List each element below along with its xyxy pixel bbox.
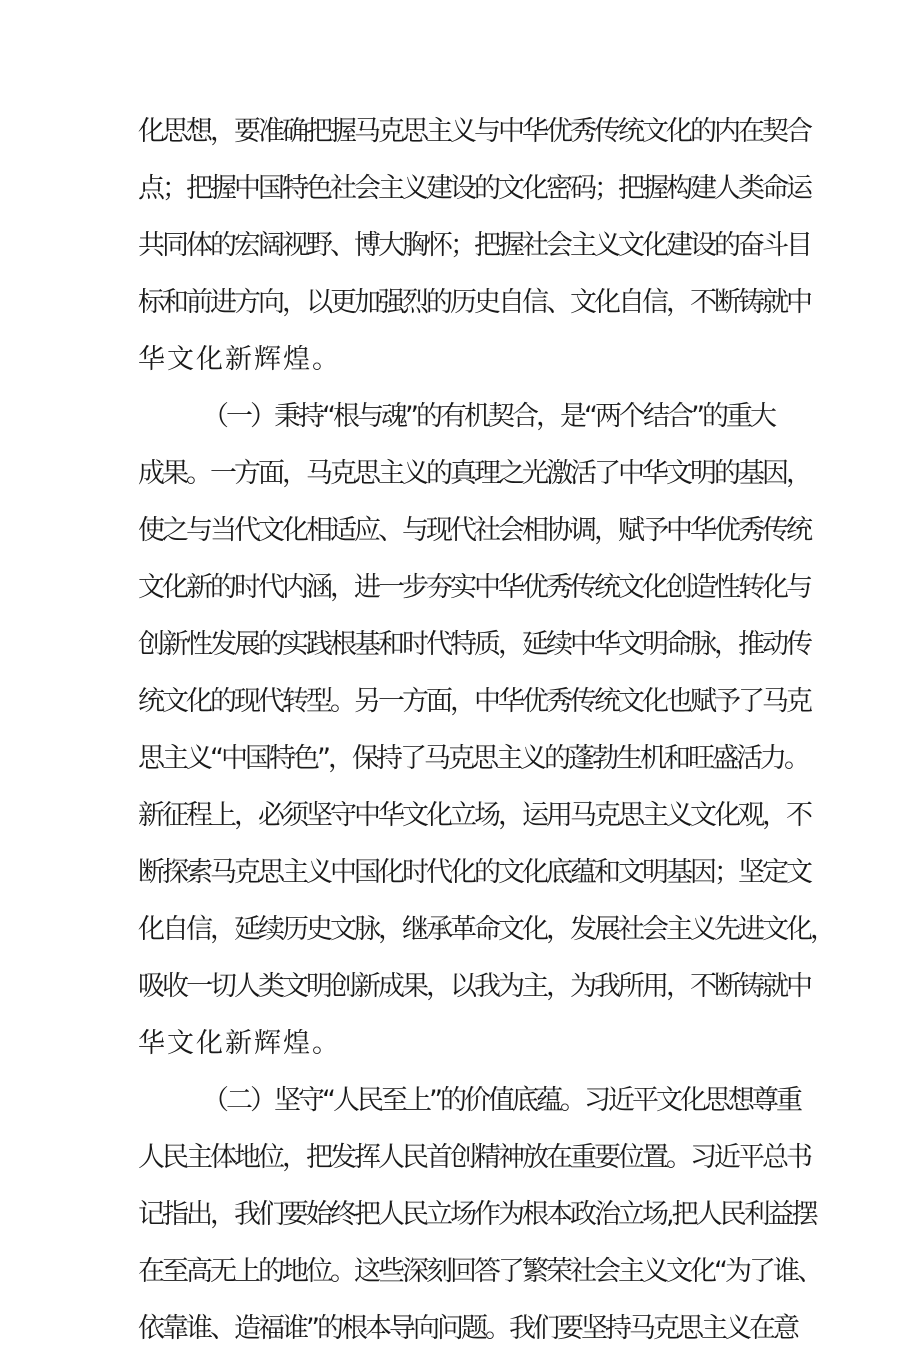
text-line: 文化新的时代内涵，进一步夯实中华优秀传统文化创造性转化与 <box>138 572 810 603</box>
text-line: 成果。一方面，马克思主义的真理之光激活了中华文明的基因， <box>138 458 810 489</box>
paragraph-heading-2: （二）坚守“人民至上”的价值底蕴。习近平文化思想尊重 <box>202 1085 800 1116</box>
text-line: 点；把握中国特色社会主义建设的文化密码；把握构建人类命运 <box>138 173 810 204</box>
text-line: 使之与当代文化相适应、与现代社会相协调，赋予中华优秀传统 <box>138 515 810 546</box>
text-line: 记指出，我们要始终把人民立场作为根本政治立场,把人民利益摆 <box>138 1199 816 1230</box>
text-line: 断探索马克思主义中国化时代化的文化底蕴和文明基因；坚定文 <box>138 857 810 888</box>
text-line: 化自信，延续历史文脉，继承革命文化，发展社会主义先进文化， <box>138 914 834 945</box>
text-line: 在至高无上的地位。这些深刻回答了繁荣社会主义文化“为了谁、 <box>138 1256 821 1287</box>
text-line: 人民主体地位，把发挥人民首创精神放在重要位置。习近平总书 <box>138 1142 810 1173</box>
text-line: 华文化新辉煌。 <box>138 1028 341 1059</box>
text-line: 共同体的宏阔视野、博大胸怀；把握社会主义文化建设的奋斗目 <box>138 230 810 261</box>
text-line: 新征程上，必须坚守中华文化立场，运用马克思主义文化观，不 <box>138 800 810 831</box>
paragraph-heading-1: （一）秉持“根与魂”的有机契合，是“两个结合”的重大 <box>202 401 774 432</box>
text-line: 吸收一切人类文明创新成果，以我为主，为我所用，不断铸就中 <box>138 971 810 1002</box>
text-line: 依靠谁、造福谁”的根本导向问题。我们要坚持马克思主义在意 <box>138 1313 797 1344</box>
text-line: 标和前进方向，以更加强烈的历史自信、文化自信，不断铸就中 <box>138 287 810 318</box>
text-line: 思主义“中国特色”，保持了马克思主义的蓬勃生机和旺盛活力。 <box>138 743 808 774</box>
text-line: 华文化新辉煌。 <box>138 344 341 375</box>
text-line: 化思想，要准确把握马克思主义与中华优秀传统文化的内在契合 <box>138 116 810 147</box>
text-line: 创新性发展的实践根基和时代特质，延续中华文明命脉，推动传 <box>138 629 810 660</box>
text-line: 统文化的现代转型。另一方面，中华优秀传统文化也赋予了马克 <box>138 686 810 717</box>
